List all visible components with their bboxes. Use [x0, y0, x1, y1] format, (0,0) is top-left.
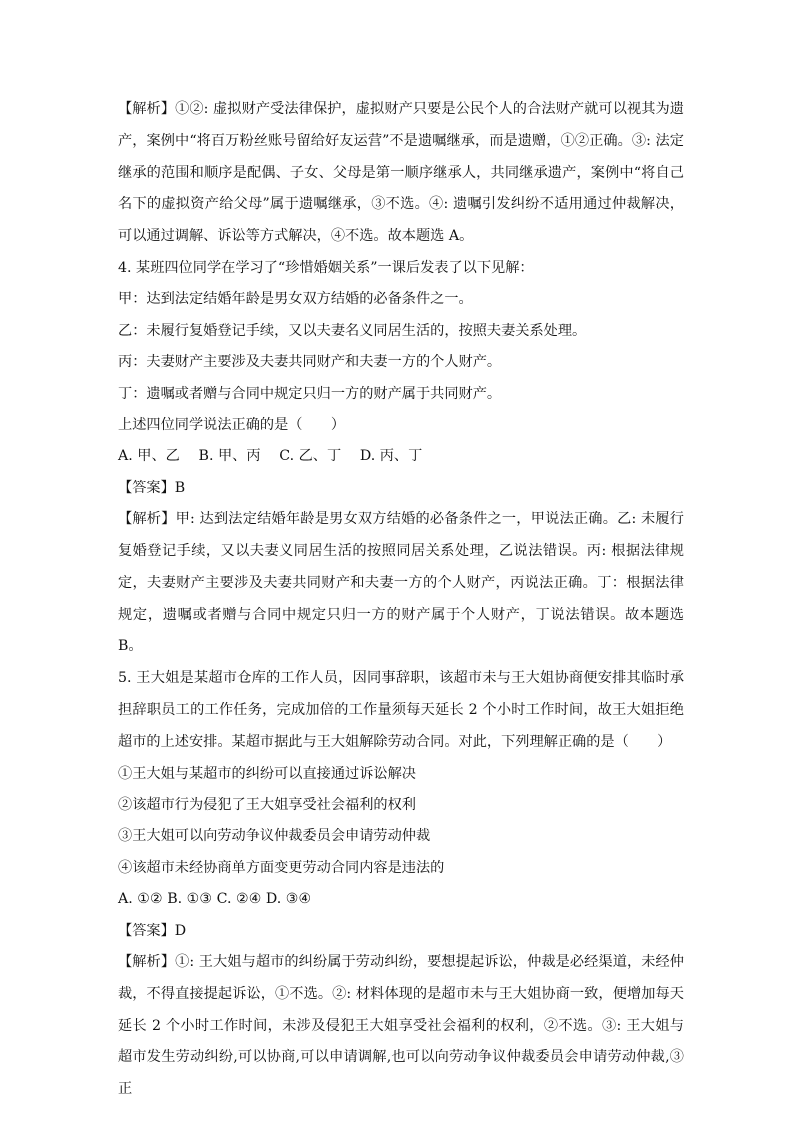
statement-jia: 甲：达到法定结婚年龄是男女双方结婚的必备条件之一。: [118, 291, 473, 308]
item-2: ②该超市行为侵犯了王大姐享受社会福利的权利: [118, 797, 416, 814]
question-4-stem: 4. 某班四位同学在学习了“珍惜婚姻关系”一课后发表了以下见解：: [118, 259, 534, 276]
statement-ding: 丁：遗嘱或者赠与合同中规定只归一方的财产属于共同财产。: [118, 385, 502, 402]
analysis-q4: 【解析】甲: 达到法定结婚年龄是男女双方结婚的必备条件之一，甲说法正确。乙: 未履行复婚登记手续，又以夫妻义同居生活的按照同居关系处理，乙说法错误。丙: 根据法律规定，夫妻财产主要涉及夫妻共同财产和夫妻一方的个人财产，丙说法正确。丁：根据法律规定，遗嘱或者赠与合同中规定只归一方的财产属于个人财产，丁说法错误。故本题选 B。: [118, 511, 684, 655]
question-4-prompt: 上述四位同学说法正确的是（ ）: [118, 417, 346, 434]
item-1: ①王大姐与某超市的纠纷可以直接通过诉讼解决: [118, 765, 416, 782]
item-3: ③王大姐可以向劳动争议仲裁委员会申请劳动仲裁: [118, 828, 431, 845]
document-page: [118, 94, 684, 1106]
item-4: ④该超市未经协商单方面变更劳动合同内容是违法的: [118, 859, 445, 876]
statement-bing: 丙：夫妻财产主要涉及夫妻共同财产和夫妻一方的个人财产。: [118, 354, 502, 371]
answer-q5: 【答案】D: [118, 922, 187, 939]
analysis-q5: 【解析】①: 王大姐与超市的纠纷属于劳动纠纷，要想提起诉讼，仲裁是必经渠道，未经仲裁，不得直接提起诉讼，①不选。②: 材料体现的是超市未与王大姐协商一致，便增加每天延长 2 个小时工作时间，未涉及侵犯王大姐享受社会福利的权利，②不选。③: 王大姐与超市发生劳动纠纷,可以协商,可以申请调解,也可以向劳动争议仲裁委员会申请劳动仲裁,③正: [118, 954, 684, 1098]
question-5-options: A. ①② B. ①③ C. ②④ D. ③④: [118, 891, 312, 908]
analysis-q3: 【解析】①②: 虚拟财产受法律保护，虚拟财产只要是公民个人的合法财产就可以视其为遗产，案例中“将百万粉丝账号留给好友运营”不是遗嘱继承，而是遗赠，①②正确。③: 法定继承的范围和顺序是配偶、子女、父母是第一顺序继承人，共同继承遗产，案例中“将自己名下的虚拟资产给父母”属于遗嘱继承，③不选。④: 遗嘱引发纠纷不适用通过仲裁解决，可以通过调解、诉讼等方式解决，④不选。故本题选 A。: [118, 101, 684, 245]
statement-yi: 乙：未履行复婚登记手续，又以夫妻名义同居生活的，按照夫妻关系处理。: [118, 322, 587, 339]
question-4-options: A. 甲、乙 B. 甲、丙 C. 乙、丁 D. 丙、丁: [118, 448, 423, 465]
answer-q4: 【答案】B: [118, 479, 186, 496]
question-5-stem: 5. 王大姐是某超市仓库的工作人员，因同事辞职，该超市未与王大姐协商便安排其临时承担辞职员工的工作任务，完成加倍的工作量须每天延长 2 个小时工作时间，故王大姐拒绝超市的上述安排。某超市据此与王大姐解除劳动合同。对此，下列理解正确的是（ ）: [118, 670, 684, 750]
